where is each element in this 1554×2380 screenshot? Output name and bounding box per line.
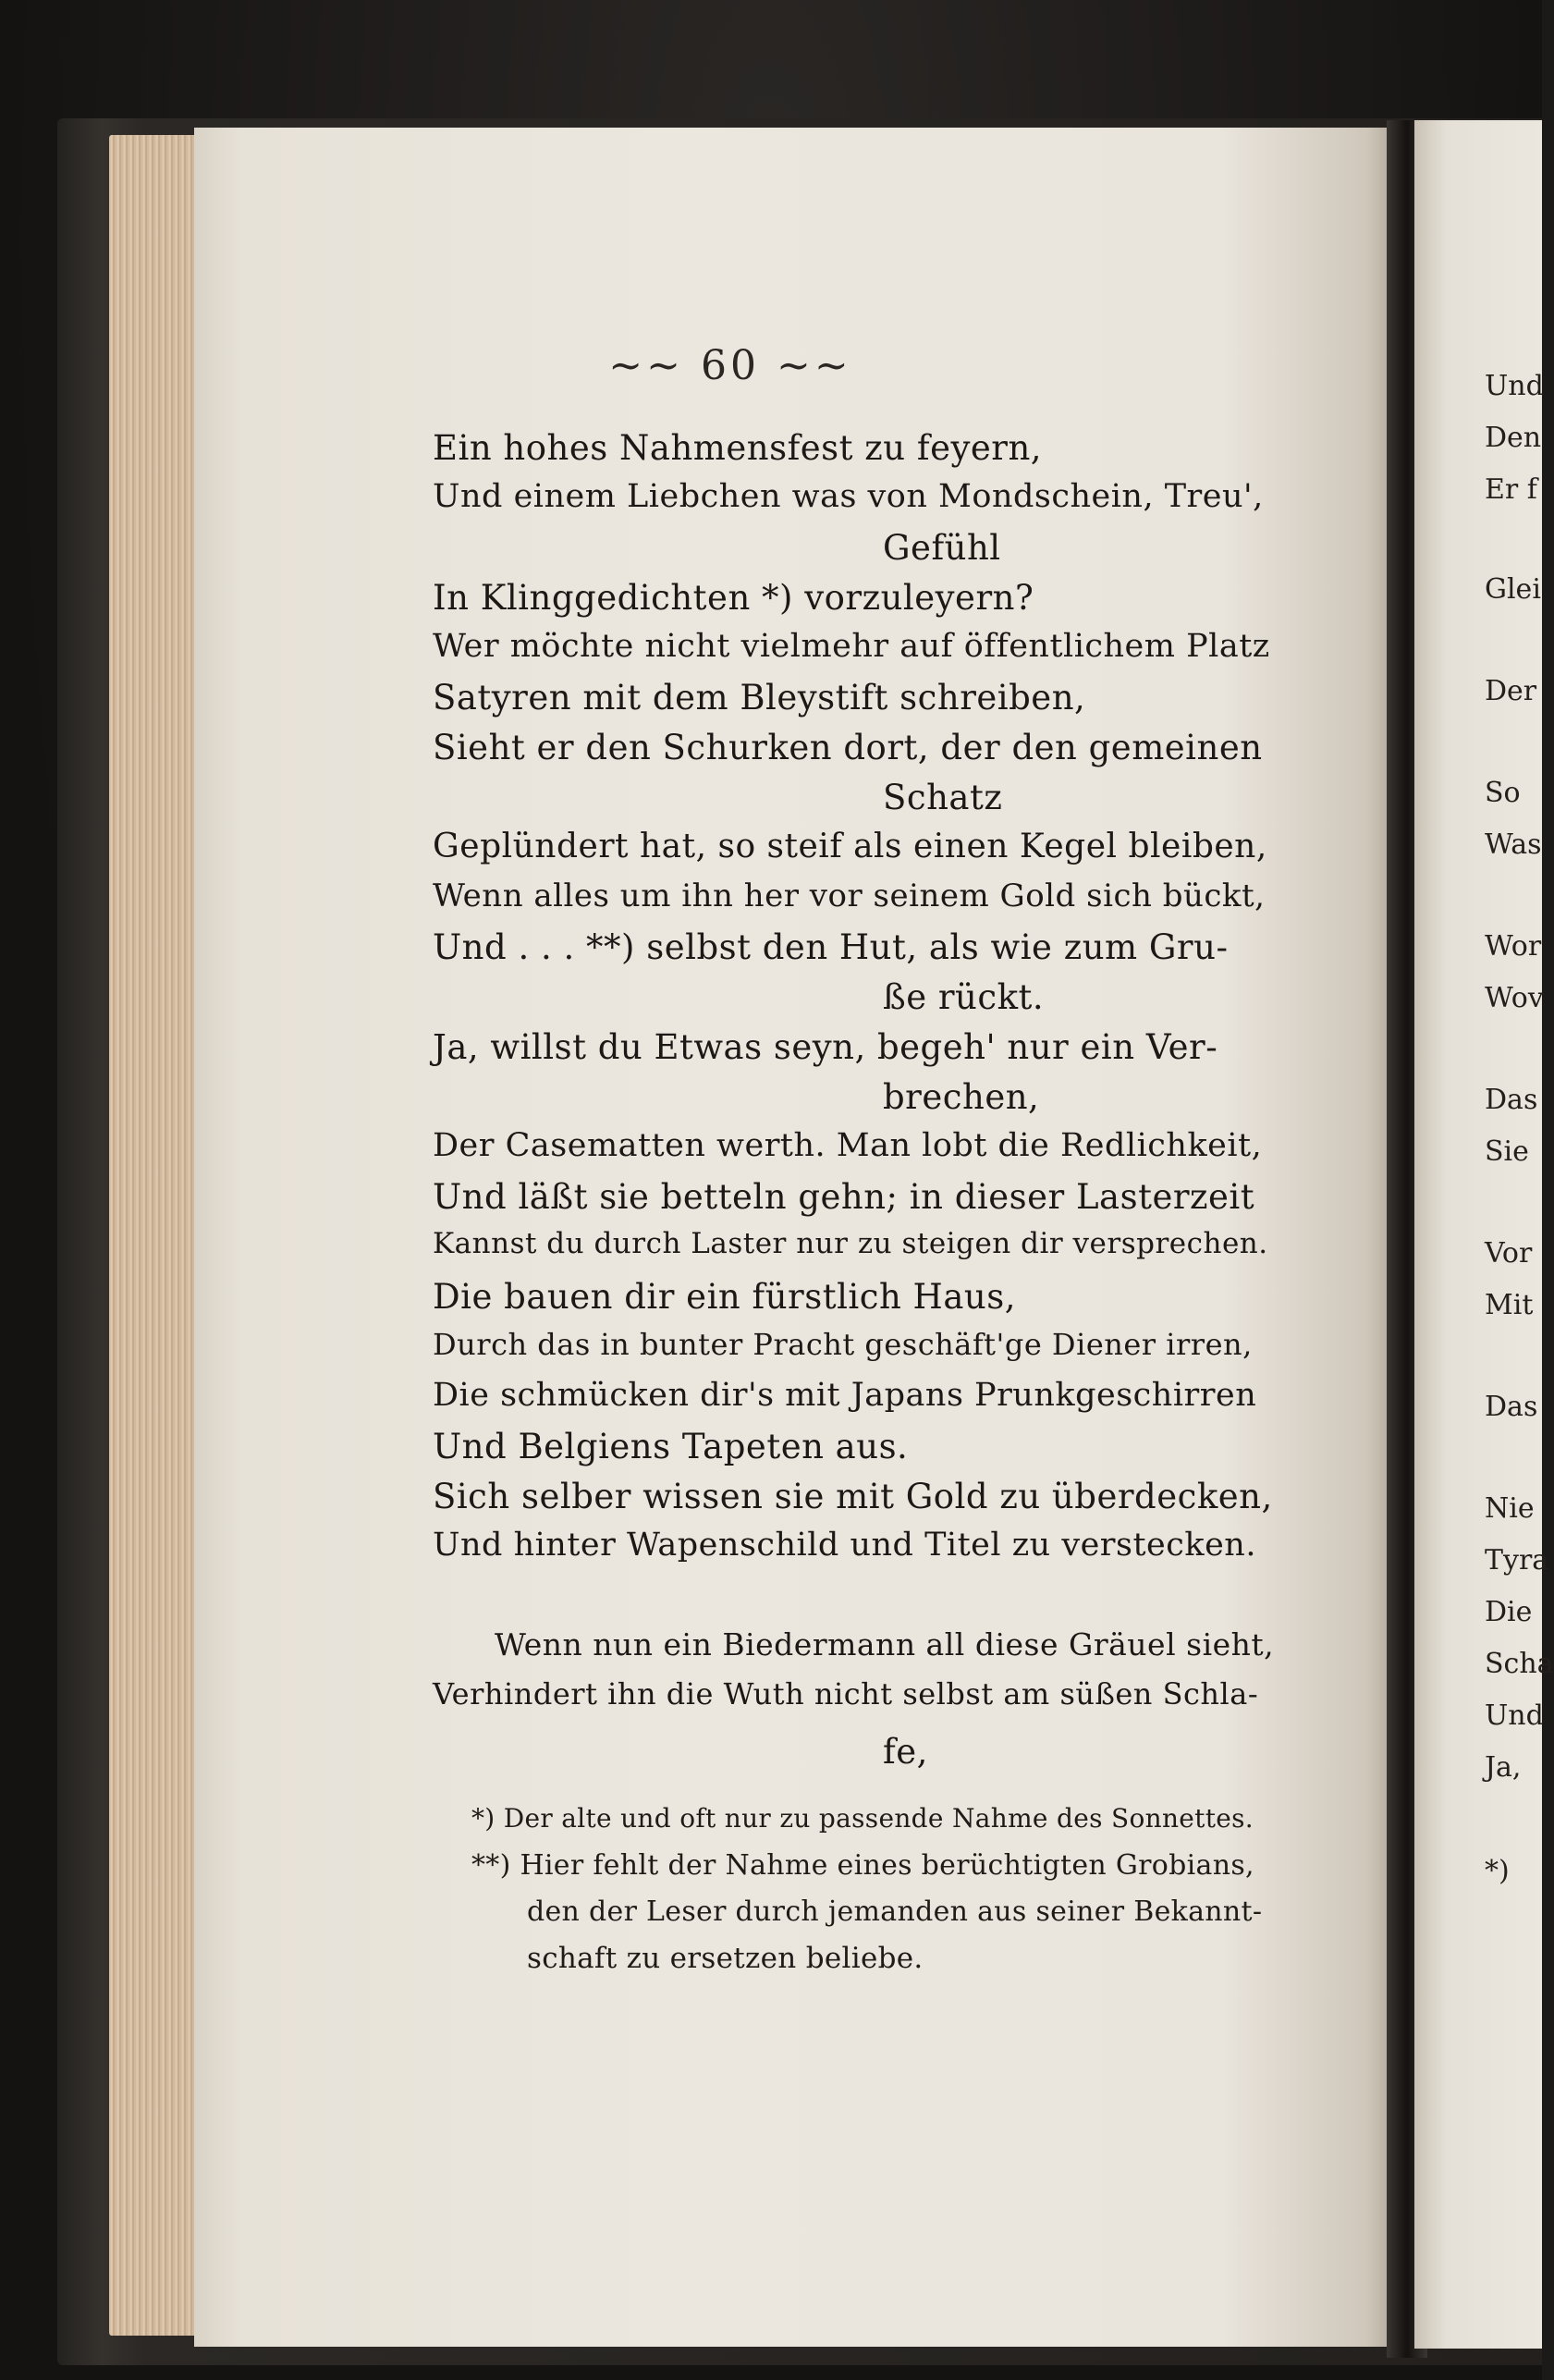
right-fragment: Der <box>1485 675 1537 707</box>
poem-line: Und hinter Wapenschild und Titel zu verstecken. <box>433 1527 1256 1564</box>
right-fragment: Vor <box>1485 1237 1533 1270</box>
poem-line: fe, <box>883 1732 928 1772</box>
poem-line: Gefühl <box>883 528 1001 568</box>
poem-line: Die schmücken dir's mit Japans Prunkgeschirren <box>433 1377 1257 1414</box>
poem-line: Und Belgiens Tapeten aus. <box>433 1427 909 1466</box>
poem-line: Geplündert hat, so steif als einen Kegel bleiben, <box>433 828 1267 865</box>
poem-line: Und einem Liebchen was von Mondschein, Treu', <box>433 478 1264 515</box>
page-header: ~~ 60 ~~ <box>608 342 852 389</box>
right-fragment: Die <box>1485 1596 1533 1628</box>
right-fragment: Glei <box>1485 573 1541 606</box>
footnote: schaft zu ersetzen beliebe. <box>527 1942 924 1975</box>
poem-line: Wenn nun ein Biedermann all diese Gräuel sieht, <box>495 1626 1275 1662</box>
poem-line: Verhindert ihn die Wuth nicht selbst am süßen Schla- <box>433 1676 1259 1711</box>
right-fragment: Das <box>1485 1084 1538 1116</box>
right-fragment: *) <box>1485 1855 1510 1887</box>
right-fragment: Den <box>1485 422 1542 454</box>
poem-line: Sich selber wissen sie mit Gold zu überdecken, <box>433 1477 1273 1516</box>
right-fragment: Scha <box>1485 1648 1554 1680</box>
right-fragment: Was <box>1485 828 1542 861</box>
poem-line: Die bauen dir ein fürstlich Haus, <box>433 1277 1016 1317</box>
poem-line: brechen, <box>883 1077 1040 1117</box>
poem-line: Und . . . **) selbst den Hut, als wie zum Gru- <box>433 927 1229 967</box>
poem-line: Ja, willst du Etwas seyn, begeh' nur ein Ver- <box>433 1027 1218 1067</box>
right-fragment: Das <box>1485 1391 1538 1423</box>
right-fragment: Und <box>1485 1699 1544 1732</box>
poem-line: In Klinggedichten *) vorzuleyern? <box>433 578 1034 618</box>
poem-line: Satyren mit dem Bleystift schreiben, <box>433 678 1086 718</box>
right-fragment: Tyra <box>1485 1544 1549 1576</box>
right-page <box>1414 120 1554 2349</box>
poem-line: Wenn alles um ihn her vor seinem Gold sich bückt, <box>433 877 1266 914</box>
right-fragment: Wor <box>1485 930 1542 963</box>
poem-line: Durch das in bunter Pracht geschäft'ge Diener irren, <box>433 1327 1253 1362</box>
right-fragment: Er f <box>1485 473 1537 506</box>
poem-line: Wer möchte nicht vielmehr auf öffentlichem Platz <box>433 628 1270 665</box>
poem-line: ße rückt. <box>883 977 1045 1017</box>
footnote: **) Hier fehlt der Nahme eines berüchtigten Grobians, <box>471 1849 1254 1882</box>
right-fragment: Wov <box>1485 982 1544 1014</box>
footnote: den der Leser durch jemanden aus seiner Bekannt- <box>527 1895 1263 1928</box>
right-fragment: Und <box>1485 370 1544 402</box>
right-fragment: Sie <box>1485 1135 1529 1168</box>
right-fragment: Ja, <box>1485 1751 1522 1784</box>
poem-line: Kannst du durch Laster nur zu steigen dir versprechen. <box>433 1227 1268 1260</box>
right-fragment: Nie <box>1485 1492 1535 1525</box>
right-fragment: Mit <box>1485 1289 1534 1321</box>
poem-line: Der Casematten werth. Man lobt die Redlichkeit, <box>433 1127 1263 1164</box>
poem-line: Ein hohes Nahmensfest zu feyern, <box>433 428 1043 468</box>
poem-line: Sieht er den Schurken dort, der den gemeinen <box>433 728 1263 767</box>
poem-line: Und läßt sie betteln gehn; in dieser Lasterzeit <box>433 1177 1255 1217</box>
poem-line: Schatz <box>883 778 1003 817</box>
right-fragment: So <box>1485 777 1521 809</box>
footnote: *) Der alte und oft nur zu passende Nahme des Sonnettes. <box>471 1803 1254 1834</box>
